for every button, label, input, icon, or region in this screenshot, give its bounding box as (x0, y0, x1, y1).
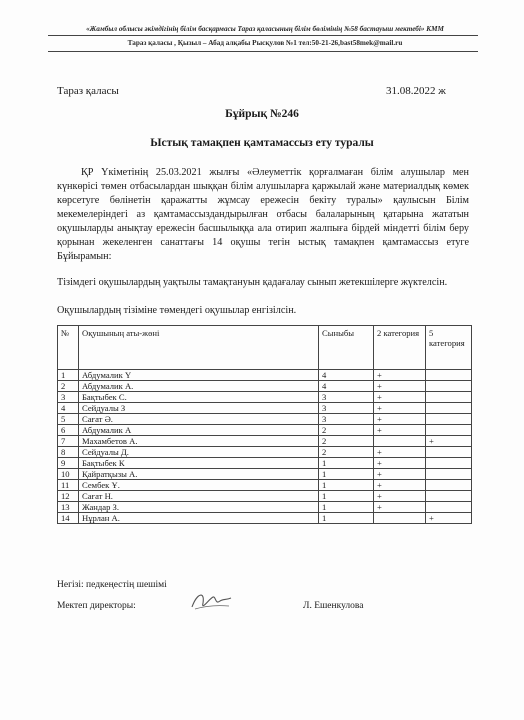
basis-text: Негізі: педкеңестің шешімі (57, 580, 167, 590)
category5-cell (426, 447, 472, 458)
class-cell: 2 (319, 447, 374, 458)
row-number-cell: 13 (58, 502, 79, 513)
list-intro-text: Оқушылардың тізіміне төмендегі оқушылар енгізілсін. (57, 305, 297, 316)
row-number-cell: 9 (58, 458, 79, 469)
category2-cell: + (374, 370, 426, 381)
class-cell: 2 (319, 436, 374, 447)
class-cell: 3 (319, 403, 374, 414)
order-paragraph (57, 166, 469, 264)
category5-cell (426, 480, 472, 491)
table-row (58, 502, 472, 513)
student-name-cell: Сағат Ә. (79, 414, 319, 425)
student-name-cell: Нұрлан А. (79, 513, 319, 524)
student-name-cell: Бақтыбек К (79, 458, 319, 469)
school-header-line1: «Жамбыл облысы әкімдігінің білім басқармасы Тараз қаласының білім бөлімінің №58 бастауыш мектебі» КММ (86, 25, 444, 33)
row-number-cell: 1 (58, 370, 79, 381)
table-row (58, 491, 472, 502)
col-category2-header: 2 категория (374, 326, 426, 370)
col-category5-header: 5 категория (426, 326, 472, 370)
student-name-cell: Сембек Ұ. (79, 480, 319, 491)
table-row (58, 480, 472, 491)
order-paragraph-text: ҚР Үкіметінің 25.03.2021 жылғы «Әлеуметтік қорғалмаған білім алушылар мен күнкөрісі төмен отбасылардан шыққан білім алушыларға қаржылай және материалдық көмек көрсетуге бөлінетін қаражатты жұмсау ережесін бекіту туралы» қаулысын Білім мекемелеріндегі аз қамтамассыздандырылған отбасы балаларының қатарына жататын оқушыларды анықтау ережесін басшылыққа ала отирип жалпыға бірдей міндетті білім беру қорынан жекеленген санаттағы 14 оқушы тегін ыстық тамақпен қамтамассыз етуге Бұйырамын: (57, 167, 469, 262)
category2-cell: + (374, 447, 426, 458)
order-title: Ыстық тамақпен қамтамассыз ету туралы (150, 137, 374, 149)
student-name-cell: Абдумалик Ү (79, 370, 319, 381)
category5-cell (426, 458, 472, 469)
col-name-header: Оқушының аты-жөні (79, 326, 319, 370)
table-row (58, 447, 472, 458)
category5-cell (426, 469, 472, 480)
student-name-cell: Сейдуалы З (79, 403, 319, 414)
class-cell: 1 (319, 469, 374, 480)
table-row (58, 392, 472, 403)
row-number-cell: 8 (58, 447, 79, 458)
class-cell: 3 (319, 392, 374, 403)
row-number-cell: 5 (58, 414, 79, 425)
category5-cell: + (426, 436, 472, 447)
category2-cell: + (374, 491, 426, 502)
table-row (58, 381, 472, 392)
table-row (58, 469, 472, 480)
category5-cell (426, 502, 472, 513)
class-cell: 4 (319, 370, 374, 381)
col-class-header: Сыныбы (319, 326, 374, 370)
category2-cell: + (374, 381, 426, 392)
student-name-cell: Сағат Н. (79, 491, 319, 502)
category2-cell: + (374, 392, 426, 403)
category5-cell (426, 381, 472, 392)
category2-cell (374, 513, 426, 524)
table-row (58, 436, 472, 447)
student-name-cell: Сейдуалы Д. (79, 447, 319, 458)
row-number-cell: 10 (58, 469, 79, 480)
category2-cell: + (374, 403, 426, 414)
category2-cell: + (374, 469, 426, 480)
category5-cell (426, 425, 472, 436)
student-name-cell: Бақтыбек С. (79, 392, 319, 403)
row-number-cell: 11 (58, 480, 79, 491)
table-row (58, 370, 472, 381)
category2-cell: + (374, 425, 426, 436)
category2-cell (374, 436, 426, 447)
table-header-row (58, 326, 472, 370)
header-divider-top (48, 35, 478, 36)
table-row (58, 414, 472, 425)
category5-cell (426, 403, 472, 414)
row-number-cell: 7 (58, 436, 79, 447)
category2-cell: + (374, 414, 426, 425)
director-name: Л. Ешенкулова (303, 601, 364, 611)
table-row (58, 458, 472, 469)
table-row (58, 425, 472, 436)
category5-cell (426, 414, 472, 425)
class-cell: 1 (319, 513, 374, 524)
category5-cell (426, 370, 472, 381)
row-number-cell: 14 (58, 513, 79, 524)
category2-cell: + (374, 502, 426, 513)
class-cell: 1 (319, 480, 374, 491)
row-number-cell: 12 (58, 491, 79, 502)
category2-cell: + (374, 480, 426, 491)
order-number: Бұйрық №246 (225, 108, 299, 120)
student-name-cell: Махамбетов А. (79, 436, 319, 447)
director-signature (189, 589, 235, 615)
class-cell: 1 (319, 458, 374, 469)
director-label: Мектеп директоры: (57, 601, 136, 611)
school-header-line2: Тараз қаласы , Қызыл – Абад алқабы Рысқулов №1 тел:50-21-26,bast58mek@mail.ru (127, 39, 403, 47)
class-cell: 1 (319, 491, 374, 502)
instruction-text: Тізімдегі оқушылардың уақтылы тамақтануын қадағалау сынып жетекшілерге жүктелсін. (57, 277, 448, 288)
category5-cell: + (426, 513, 472, 524)
students-table (57, 325, 472, 524)
row-number-cell: 3 (58, 392, 79, 403)
row-number-cell: 4 (58, 403, 79, 414)
class-cell: 1 (319, 502, 374, 513)
student-name-cell: Абдумалик А. (79, 381, 319, 392)
table-row (58, 403, 472, 414)
table-row (58, 513, 472, 524)
row-number-cell: 6 (58, 425, 79, 436)
class-cell: 2 (319, 425, 374, 436)
category5-cell (426, 392, 472, 403)
col-number-header: № (58, 326, 79, 370)
class-cell: 4 (319, 381, 374, 392)
row-number-cell: 2 (58, 381, 79, 392)
student-name-cell: Жандар З. (79, 502, 319, 513)
order-date: 31.08.2022 ж (386, 85, 446, 97)
student-name-cell: Абдумалик А (79, 425, 319, 436)
class-cell: 3 (319, 414, 374, 425)
category2-cell: + (374, 458, 426, 469)
header-divider-bottom (48, 51, 478, 52)
student-name-cell: Қайратқызы А. (79, 469, 319, 480)
place-label: Тараз қаласы (57, 85, 119, 97)
category5-cell (426, 491, 472, 502)
